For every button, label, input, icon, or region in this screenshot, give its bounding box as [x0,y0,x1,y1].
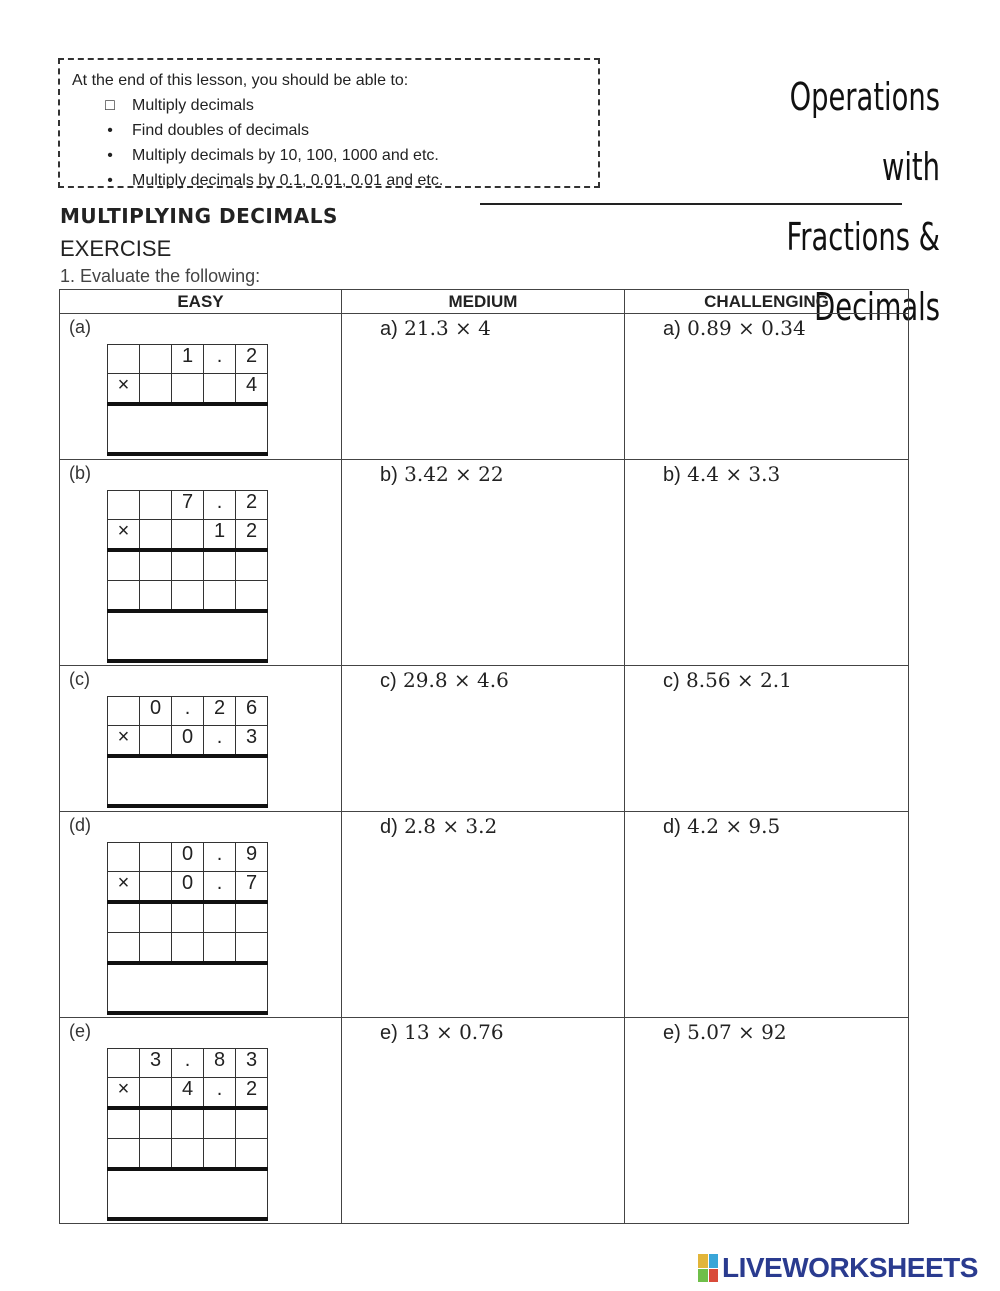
digit-cell: 1 [172,345,204,374]
working-input-cell[interactable] [236,933,268,964]
challenging-problem [663,462,780,487]
multiplication-grid [107,1048,268,1221]
working-input-cell[interactable] [172,933,204,964]
objectives-intro: At the end of this lesson, you should be able to: [72,72,409,89]
working-input-cell[interactable] [204,1139,236,1170]
medium-cell[interactable] [342,666,625,812]
checkbox-icon: □ [105,97,115,114]
digit-cell: 4 [172,1078,204,1109]
problem-expression: 29.8 × 4.6 [403,668,509,692]
digit-cell: . [204,726,236,757]
digit-cell: 2 [236,491,268,520]
working-input-cell[interactable] [236,550,268,581]
working-input-cell[interactable] [236,1108,268,1139]
table-row [60,460,909,666]
multiplication-grid [107,344,268,456]
digit-cell [108,345,140,374]
problem-expression: 8.56 × 2.1 [686,668,792,692]
working-input-cell[interactable] [140,1139,172,1170]
answer-input-box[interactable] [108,611,268,661]
digit-cell: × [108,1078,140,1109]
digit-cell [140,345,172,374]
digit-cell: 3 [236,726,268,757]
medium-cell[interactable] [342,812,625,1018]
digit-cell [140,491,172,520]
problem-letter: a) [380,318,398,340]
objective-item [72,168,586,193]
problem-letter: c) [380,670,397,692]
problem-letter: d) [380,816,398,838]
digit-cell: . [172,697,204,726]
working-input-cell[interactable] [108,550,140,581]
digit-cell: 0 [172,843,204,872]
working-input-cell[interactable] [108,581,140,612]
easy-cell [60,666,342,812]
header-easy: EASY [60,290,342,314]
answer-input-box[interactable] [108,404,268,454]
digit-cell [140,843,172,872]
table-row [60,666,909,812]
problem-letter: a) [663,318,681,340]
problem-expression: 0.89 × 0.34 [687,316,806,340]
medium-cell[interactable] [342,460,625,666]
digit-cell: . [204,345,236,374]
multiplication-grid [107,842,268,1015]
learning-objectives-box [58,58,600,188]
digit-cell: × [108,872,140,903]
medium-problem [380,668,509,693]
digit-cell: 7 [172,491,204,520]
working-input-cell[interactable] [140,933,172,964]
problem-letter: e) [663,1022,681,1044]
challenging-cell[interactable] [625,1018,909,1224]
multiplication-grid [107,696,268,808]
problem-label: (c) [69,669,90,689]
working-input-cell[interactable] [108,902,140,933]
table-header-row [60,290,909,314]
digit-cell [172,520,204,551]
answer-input-box[interactable] [108,963,268,1013]
bullet-icon: • [107,147,113,164]
table-row [60,812,909,1018]
medium-cell[interactable] [342,1018,625,1224]
working-input-cell[interactable] [108,1139,140,1170]
problem-letter: c) [663,670,680,692]
problem-label: (a) [69,317,91,337]
easy-cell [60,314,342,460]
working-input-cell[interactable] [172,550,204,581]
objective-text: Find doubles of decimals [132,122,309,139]
digit-cell: . [204,1078,236,1109]
digit-cell [140,520,172,551]
challenging-cell[interactable] [625,812,909,1018]
working-input-cell[interactable] [108,933,140,964]
easy-cell [60,812,342,1018]
working-input-cell[interactable] [172,902,204,933]
working-input-cell[interactable] [204,1108,236,1139]
working-input-cell[interactable] [236,902,268,933]
digit-cell [108,491,140,520]
digit-cell [140,726,172,757]
question-text: 1. Evaluate the following: [60,266,261,286]
objective-text: Multiply decimals by 0.1, 0.01, 0.01 and etc. [132,172,444,189]
objective-item [72,93,586,118]
digit-cell: 0 [172,726,204,757]
header-medium: MEDIUM [342,290,625,314]
digit-cell: 2 [204,697,236,726]
exercise-label: EXERCISE [60,236,172,261]
digit-cell: 3 [236,1049,268,1078]
digit-cell: × [108,520,140,551]
problem-expression: 5.07 × 92 [687,1020,787,1044]
problem-letter: b) [380,464,398,486]
working-input-cell[interactable] [204,581,236,612]
digit-cell: 2 [236,1078,268,1109]
digit-cell: × [108,726,140,757]
answer-input-box[interactable] [108,756,268,806]
problem-expression: 4.4 × 3.3 [687,462,781,486]
challenging-problem [663,316,806,341]
working-input-cell[interactable] [140,550,172,581]
digit-cell: . [204,872,236,903]
medium-problem [380,462,504,487]
digit-cell: 9 [236,843,268,872]
bullet-icon: • [107,122,113,139]
answer-input-box[interactable] [108,1169,268,1219]
problem-letter: b) [663,464,681,486]
digit-cell [140,374,172,405]
digit-cell: 6 [236,697,268,726]
working-input-cell[interactable] [140,902,172,933]
working-input-cell[interactable] [172,1108,204,1139]
digit-cell [108,843,140,872]
working-input-cell[interactable] [204,902,236,933]
digit-cell: 8 [204,1049,236,1078]
digit-cell: 3 [140,1049,172,1078]
challenging-problem [663,1020,787,1045]
problem-expression: 21.3 × 4 [404,316,491,340]
digit-cell [108,1049,140,1078]
working-input-cell[interactable] [204,933,236,964]
digit-cell: 2 [236,520,268,551]
header-challenging: CHALLENGING [625,290,909,314]
digit-cell: . [172,1049,204,1078]
digit-cell: 0 [140,697,172,726]
problem-label: (d) [69,815,91,835]
digit-cell: 1 [204,520,236,551]
challenging-cell[interactable] [625,314,909,460]
bullet-icon: • [107,172,113,189]
working-input-cell[interactable] [108,1108,140,1139]
challenging-problem [663,668,792,693]
easy-cell [60,1018,342,1224]
digit-cell: 2 [236,345,268,374]
challenging-cell[interactable] [625,460,909,666]
digit-cell: 4 [236,374,268,405]
liveworksheets-logo [698,1252,978,1284]
logo-text: LIVEWORKSHEETS [722,1252,978,1283]
digit-cell [204,374,236,405]
table-row [60,1018,909,1224]
digit-cell: . [204,491,236,520]
medium-problem [380,316,491,341]
problem-label: (e) [69,1021,91,1041]
digit-cell: 7 [236,872,268,903]
problem-expression: 13 × 0.76 [404,1020,504,1044]
medium-problem [380,1020,504,1045]
working-input-cell[interactable] [172,581,204,612]
digit-cell [140,1078,172,1109]
title-line-2: Fractions & Decimals [786,215,940,329]
problem-letter: d) [663,816,681,838]
working-input-cell[interactable] [140,581,172,612]
medium-problem [380,814,497,839]
medium-cell[interactable] [342,314,625,460]
working-input-cell[interactable] [236,581,268,612]
working-input-cell[interactable] [140,1108,172,1139]
digit-cell [172,374,204,405]
objective-text: Multiply decimals [132,97,254,114]
section-heading: MULTIPLYING DECIMALS [60,204,338,228]
problem-letter: e) [380,1022,398,1044]
problem-label: (b) [69,463,91,483]
title-divider [480,203,902,205]
exercise-table [59,289,909,1224]
objectives-list [72,93,586,193]
working-input-cell[interactable] [236,1139,268,1170]
challenging-cell[interactable] [625,666,909,812]
digit-cell [108,697,140,726]
problem-expression: 2.8 × 3.2 [404,814,498,838]
problem-expression: 3.42 × 22 [404,462,504,486]
objective-text: Multiply decimals by 10, 100, 1000 and etc. [132,147,439,164]
digit-cell: × [108,374,140,405]
working-input-cell[interactable] [204,550,236,581]
objective-item [72,143,586,168]
digit-cell: . [204,843,236,872]
easy-cell [60,460,342,666]
objective-item [72,118,586,143]
table-row [60,314,909,460]
challenging-problem [663,814,780,839]
problem-expression: 4.2 × 9.5 [687,814,781,838]
digit-cell: 0 [172,872,204,903]
logo-mark-icon [698,1254,718,1282]
title-line-1: Operations with [789,75,940,189]
multiplication-grid [107,490,268,663]
digit-cell [140,872,172,903]
working-input-cell[interactable] [172,1139,204,1170]
